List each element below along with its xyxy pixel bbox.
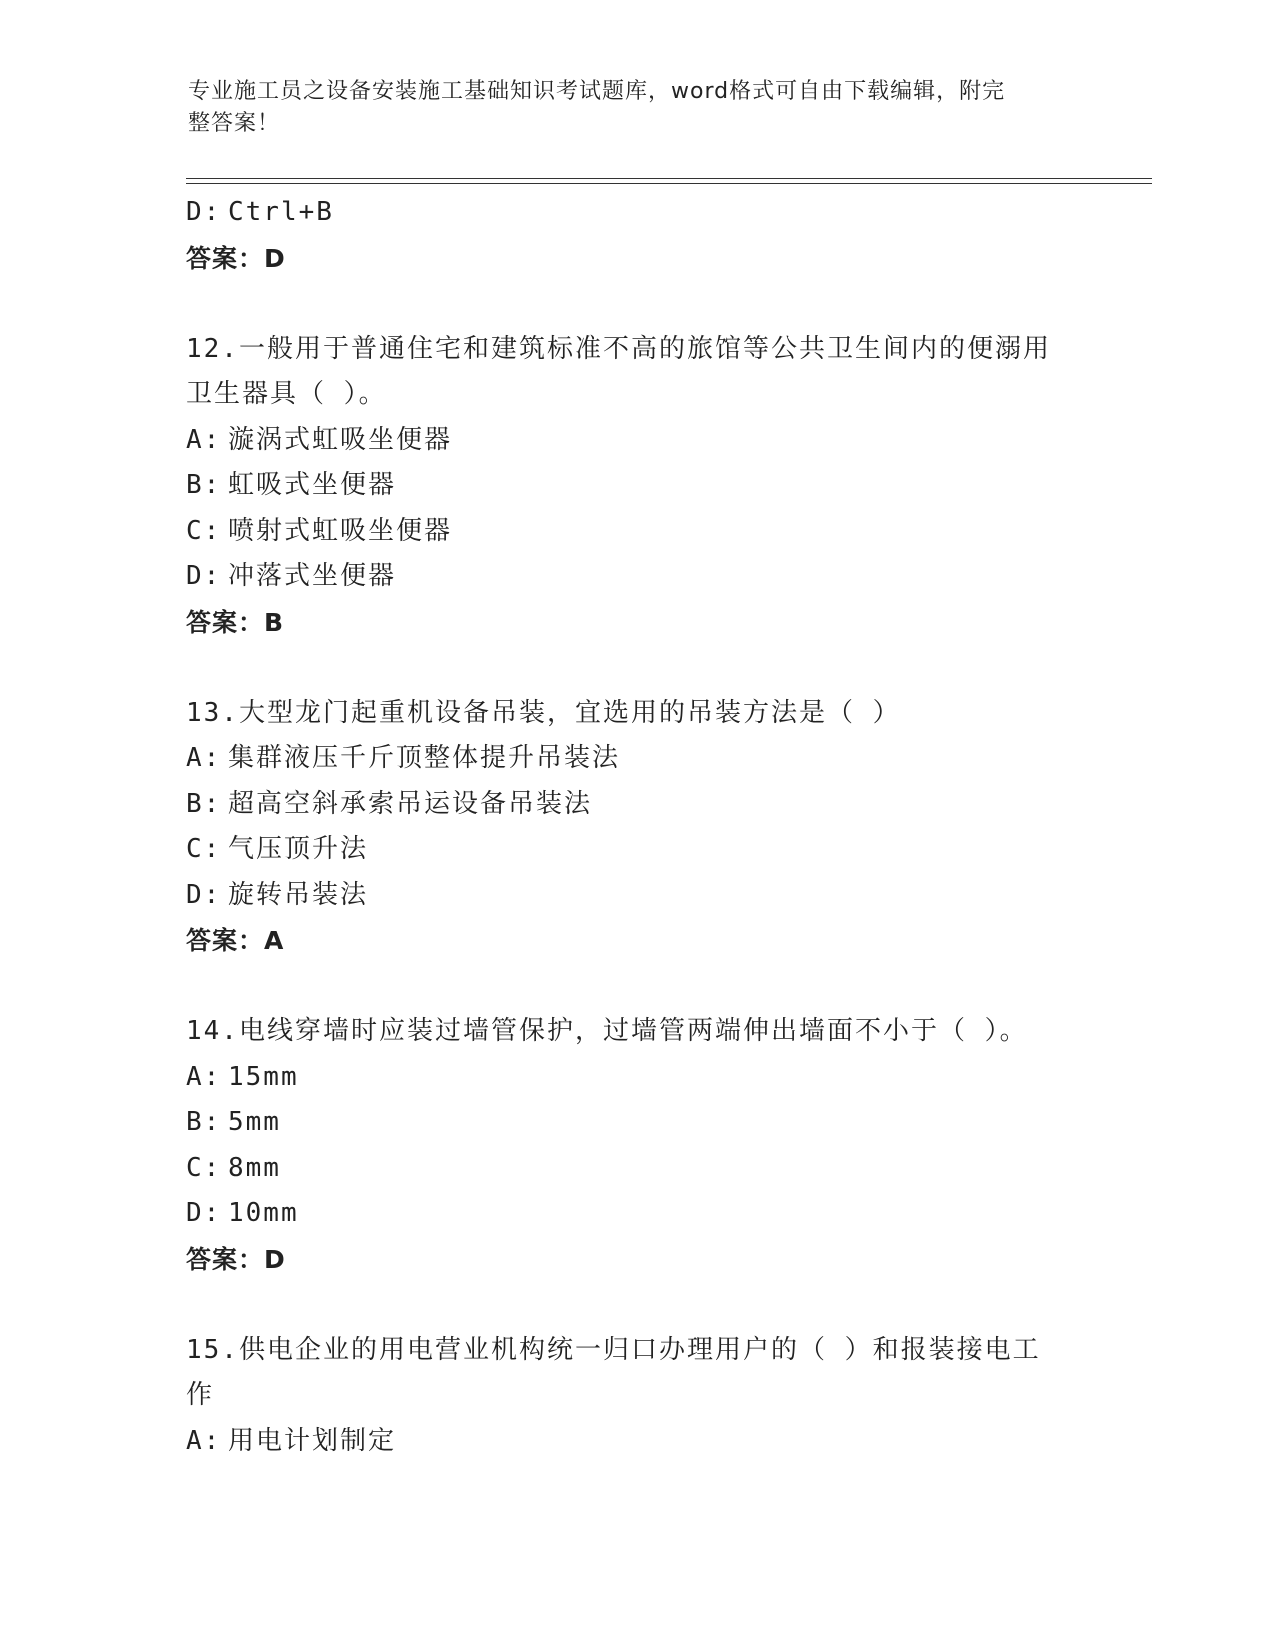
document-header bbox=[188, 76, 1068, 140]
option-label: C: bbox=[186, 1152, 222, 1183]
option-label: B: bbox=[186, 1107, 222, 1137]
option-label: D: bbox=[186, 561, 222, 591]
question-stem: 15.供电企业的用电营业机构统一归口办理用户的（ ）和报装接电工 bbox=[186, 1334, 1041, 1365]
option-label: D: bbox=[186, 879, 222, 910]
answer: 答案：D bbox=[186, 243, 286, 273]
option-c bbox=[186, 827, 1086, 873]
option-text: 5mm bbox=[228, 1107, 281, 1137]
option-d bbox=[186, 873, 1086, 919]
option-b bbox=[186, 463, 1086, 509]
option-label: B: bbox=[186, 470, 222, 500]
option-text: 旋转吊装法 bbox=[228, 879, 369, 910]
option-c bbox=[186, 509, 1086, 555]
option-label: A: bbox=[186, 1425, 222, 1456]
option-label: D: bbox=[186, 197, 222, 227]
option-text: 虹吸式坐便器 bbox=[228, 470, 397, 500]
answer: 答案：D bbox=[186, 1244, 286, 1274]
option-d bbox=[186, 190, 1086, 236]
option-a bbox=[186, 736, 1086, 782]
question-stem: 13.大型龙门起重机设备吊装，宜选用的吊装方法是（ ） bbox=[186, 697, 901, 728]
option-label: D: bbox=[186, 1198, 222, 1228]
option-label: C: bbox=[186, 834, 222, 864]
option-d bbox=[186, 554, 1086, 600]
header-line-1: 专业施工员之设备安装施工基础知识考试题库，word格式可自由下载编辑，附完 bbox=[188, 79, 1006, 104]
question-stem: 12.一般用于普通住宅和建筑标准不高的旅馆等公共卫生间内的便溺用 bbox=[186, 333, 1051, 364]
spacer bbox=[186, 964, 1086, 1010]
option-a bbox=[186, 418, 1086, 464]
option-b bbox=[186, 1100, 1086, 1146]
option-label: A: bbox=[186, 1061, 222, 1092]
option-text: 冲落式坐便器 bbox=[228, 561, 397, 591]
option-label: A: bbox=[186, 424, 222, 455]
option-label: A: bbox=[186, 743, 222, 773]
answer: 答案：B bbox=[186, 607, 285, 637]
question-stem: 卫生器具（ ）。 bbox=[186, 379, 387, 409]
option-a bbox=[186, 1419, 1086, 1465]
option-label: B: bbox=[186, 788, 222, 819]
option-text: 喷射式虹吸坐便器 bbox=[228, 515, 453, 546]
option-text: 超高空斜承索吊运设备吊装法 bbox=[228, 788, 593, 819]
option-text: 8mm bbox=[228, 1152, 281, 1183]
header-line-2: 整答案！ bbox=[188, 111, 281, 136]
option-b bbox=[186, 782, 1086, 828]
header-divider-bottom bbox=[186, 183, 1152, 184]
option-text: Ctrl+B bbox=[228, 197, 334, 227]
question-stem: 14.电线穿墙时应装过墙管保护，过墙管两端伸出墙面不小于（ ）。 bbox=[186, 1016, 1028, 1046]
spacer bbox=[186, 281, 1086, 327]
option-a bbox=[186, 1055, 1086, 1101]
spacer bbox=[186, 645, 1086, 691]
question-stem: 作 bbox=[186, 1380, 215, 1410]
option-text: 漩涡式虹吸坐便器 bbox=[228, 424, 453, 455]
option-text: 集群液压千斤顶整体提升吊装法 bbox=[228, 743, 621, 773]
option-c bbox=[186, 1146, 1086, 1192]
answer: 答案：A bbox=[186, 926, 285, 955]
option-d bbox=[186, 1191, 1086, 1237]
option-text: 用电计划制定 bbox=[228, 1425, 397, 1456]
option-text: 10mm bbox=[228, 1198, 299, 1228]
option-label: C: bbox=[186, 515, 222, 546]
header-divider-top bbox=[186, 178, 1152, 179]
option-text: 15mm bbox=[228, 1061, 299, 1092]
option-text: 气压顶升法 bbox=[228, 834, 369, 864]
spacer bbox=[186, 1282, 1086, 1328]
question-list bbox=[186, 190, 1086, 1464]
